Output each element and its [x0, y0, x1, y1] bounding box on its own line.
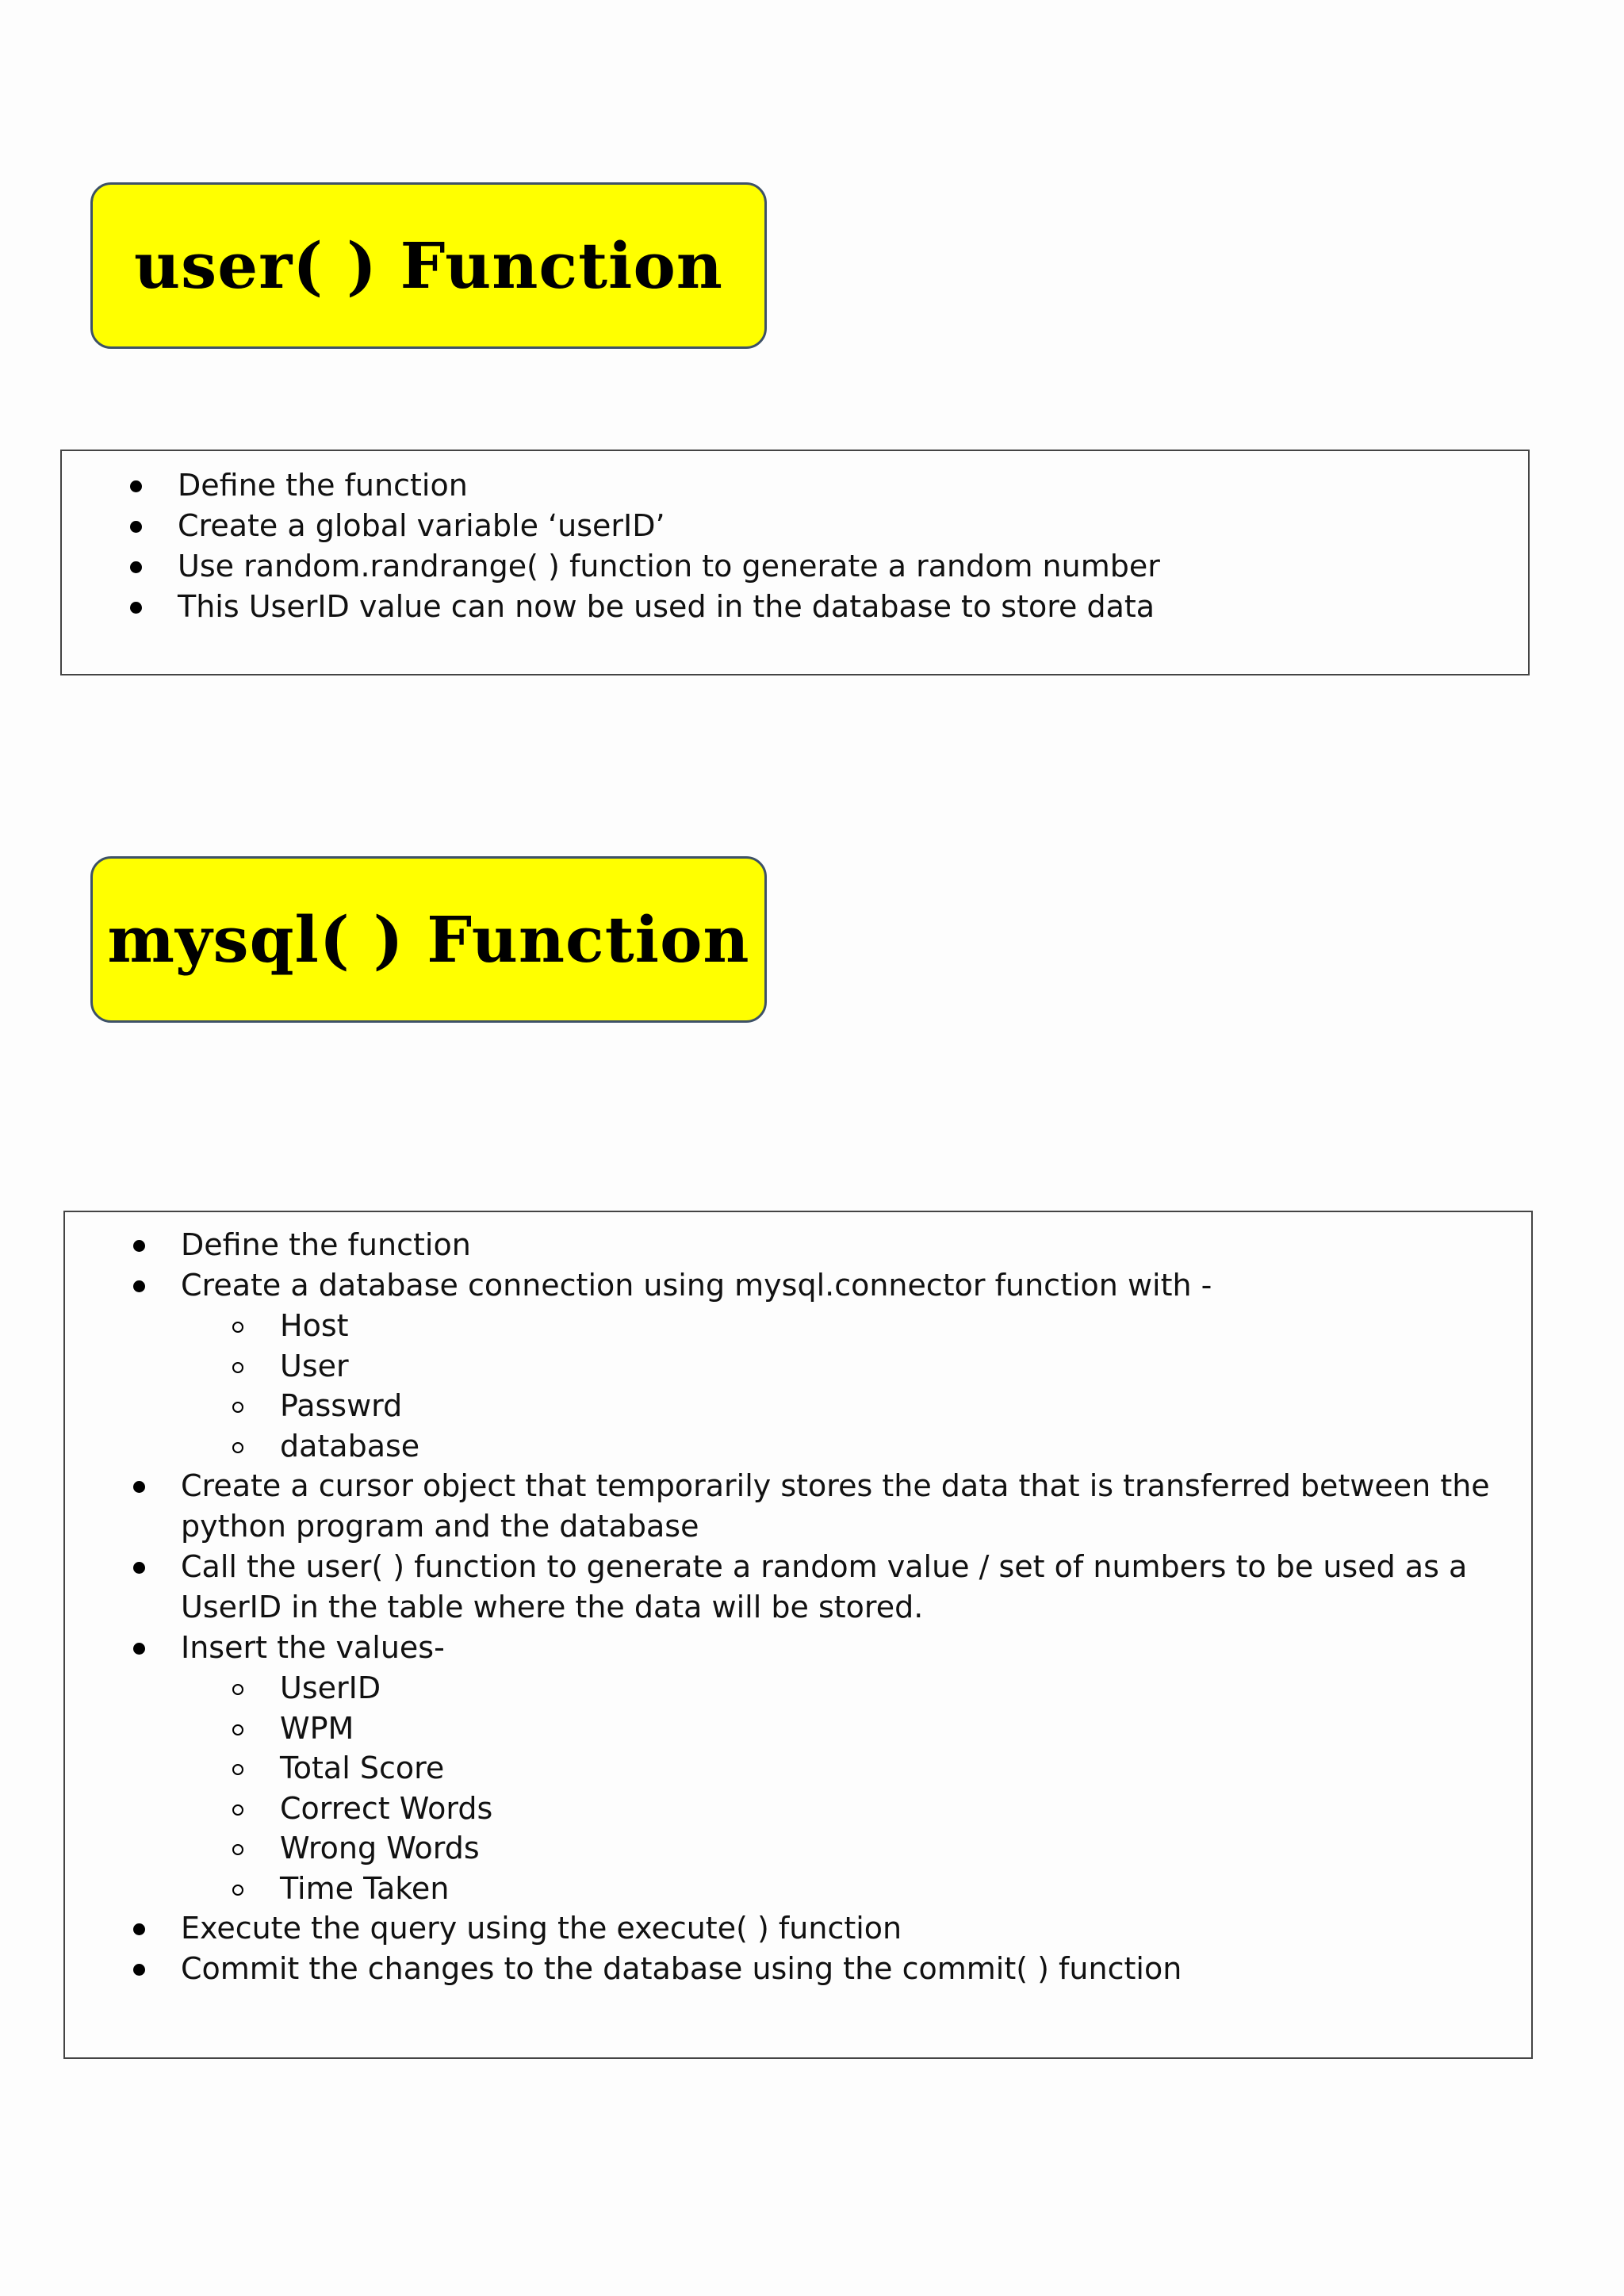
bullet-icon [133, 1562, 145, 1574]
insert-values-list [65, 1668, 1500, 1908]
list-item: Create a database connection using mysql.connector function with - [65, 1265, 1531, 1306]
list-item: Commit the changes to the database using the commit( ) function [65, 1949, 1531, 1989]
sub-list-item: User [65, 1346, 1500, 1387]
bullet-icon [130, 602, 142, 614]
user-function-title: user( ) Function [134, 228, 723, 303]
hollow-bullet-icon [232, 1885, 243, 1896]
user-function-bullet-list [62, 465, 1528, 627]
insert-values-holder [65, 1668, 1531, 1908]
user-function-description-box [60, 450, 1530, 675]
bullet-icon [133, 1280, 145, 1292]
hollow-bullet-icon [232, 1724, 243, 1735]
mysql-function-bullet-list [65, 1225, 1531, 1989]
bullet-icon [133, 1964, 145, 1976]
hollow-bullet-icon [232, 1764, 243, 1775]
bullet-icon [133, 1643, 145, 1655]
list-item: Use random.randrange( ) function to generate a random number [62, 546, 1528, 587]
list-item: This UserID value can now be used in the database to store data [62, 587, 1528, 627]
list-item: Execute the query using the execute( ) function [65, 1908, 1531, 1949]
connection-params-holder [65, 1306, 1531, 1466]
hollow-bullet-icon [232, 1322, 243, 1333]
connection-params-list [65, 1306, 1500, 1466]
sub-list-item: Total Score [65, 1748, 1500, 1789]
list-item: Insert the values- [65, 1628, 1531, 1668]
sub-list-item: Wrong Words [65, 1828, 1500, 1869]
mysql-function-title-box [90, 856, 767, 1023]
sub-list-item: database [65, 1426, 1500, 1467]
sub-list-item: Time Taken [65, 1869, 1500, 1909]
sub-list-item: UserID [65, 1668, 1500, 1709]
sub-list-item: WPM [65, 1709, 1500, 1749]
list-item: Define the function [62, 465, 1528, 506]
list-item: Define the function [65, 1225, 1531, 1265]
list-item: Create a cursor object that temporarily stores the data that is transferred between the python program and the database [65, 1466, 1531, 1547]
hollow-bullet-icon [232, 1402, 243, 1413]
mysql-function-title: mysql( ) Function [107, 902, 750, 977]
hollow-bullet-icon [232, 1844, 243, 1855]
bullet-icon [133, 1923, 145, 1935]
user-function-title-box [90, 182, 767, 349]
bullet-icon [133, 1481, 145, 1493]
list-item: Create a global variable ‘userID’ [62, 506, 1528, 546]
bullet-icon [130, 561, 142, 573]
sub-list-item: Passwrd [65, 1386, 1500, 1426]
bullet-icon [130, 521, 142, 533]
bullet-icon [133, 1240, 145, 1252]
hollow-bullet-icon [232, 1442, 243, 1453]
sub-list-item: Host [65, 1306, 1500, 1346]
hollow-bullet-icon [232, 1362, 243, 1373]
sub-list-item: Correct Words [65, 1789, 1500, 1829]
mysql-function-description-box [63, 1211, 1533, 2059]
bullet-icon [130, 480, 142, 492]
hollow-bullet-icon [232, 1684, 243, 1695]
hollow-bullet-icon [232, 1804, 243, 1816]
list-item: Call the user( ) function to generate a random value / set of numbers to be used as a UserID in the table where the data will be stored. [65, 1547, 1531, 1628]
